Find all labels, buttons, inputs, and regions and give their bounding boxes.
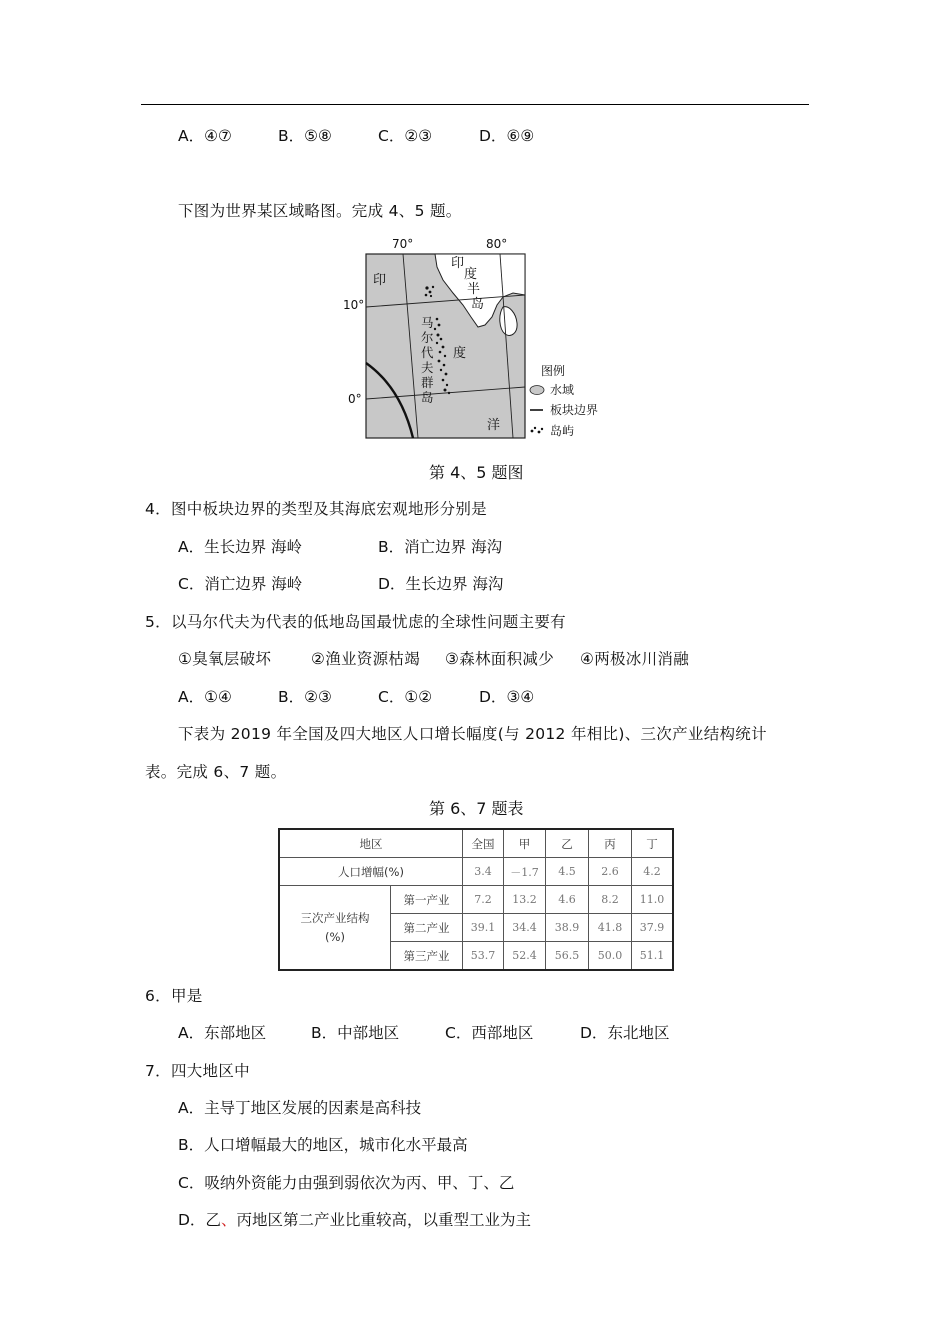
q5-option-c[interactable]: C．①② bbox=[378, 688, 433, 706]
q4-option-d[interactable]: D．生长边界 海沟 bbox=[378, 575, 504, 593]
row-label: 第一产业 bbox=[391, 886, 463, 914]
q3-option-c[interactable]: C．②③ bbox=[378, 127, 433, 145]
table-cell: 34.4 bbox=[504, 914, 546, 942]
table-header-row bbox=[279, 829, 673, 858]
lat-10-label: 10° bbox=[343, 298, 365, 312]
maldives-char-5: 群 bbox=[421, 375, 434, 390]
maldives-char-2: 尔 bbox=[421, 330, 434, 345]
table-cell: 11.0 bbox=[632, 886, 674, 914]
intro-6-7-line-2: 表。完成 6、7 题。 bbox=[145, 763, 287, 781]
map-caption: 第 4、5 题图 bbox=[429, 463, 524, 482]
table-cell: 4.6 bbox=[546, 886, 589, 914]
pop-cell: 3.4 bbox=[463, 858, 504, 886]
pop-growth-label: 人口增幅(%) bbox=[279, 858, 463, 886]
structure-label-line-1: 三次产业结构 bbox=[300, 910, 370, 925]
table-cell: 41.8 bbox=[589, 914, 632, 942]
q3-option-b[interactable]: B．⑤⑧ bbox=[278, 127, 332, 145]
peninsula-char-2: 度 bbox=[464, 267, 478, 282]
q7-stem: 7．四大地区中 bbox=[145, 1062, 250, 1080]
ocean-label-yang: 洋 bbox=[487, 418, 501, 433]
table-caption: 第 6、7 题表 bbox=[429, 799, 524, 818]
table-cell: 50.0 bbox=[589, 942, 632, 971]
q7-option-d[interactable] bbox=[178, 1208, 531, 1230]
table-cell: 52.4 bbox=[504, 942, 546, 971]
maldives-char-3: 代 bbox=[421, 345, 434, 360]
region-map bbox=[335, 235, 615, 445]
q7-option-c[interactable]: C．吸纳外资能力由强到弱依次为丙、甲、丁、乙 bbox=[178, 1174, 515, 1192]
table-cell: 51.1 bbox=[632, 942, 674, 971]
peninsula-char-1: 印 bbox=[451, 256, 465, 271]
structure-label bbox=[279, 886, 391, 971]
pop-cell: －1.7 bbox=[504, 858, 546, 886]
table-cell: 56.5 bbox=[546, 942, 589, 971]
q5-option-d[interactable]: D．③④ bbox=[479, 688, 535, 706]
header-jia: 甲 bbox=[504, 829, 546, 858]
q7-option-d-part-2: 丙地区第二产业比重较高，以重型工业为主 bbox=[236, 1211, 531, 1229]
stats-table bbox=[278, 828, 674, 971]
ocean-label-du: 度 bbox=[453, 346, 467, 361]
q5-option-b[interactable]: B．②③ bbox=[278, 688, 332, 706]
q4-option-a[interactable]: A．生长边界 海岭 bbox=[178, 538, 303, 556]
peninsula-char-3: 半 bbox=[467, 282, 481, 297]
q5-item-4: ④两极冰川消融 bbox=[580, 650, 689, 668]
legend-water-label: 水域 bbox=[550, 383, 575, 397]
table-cell: 38.9 bbox=[546, 914, 589, 942]
q5-option-a[interactable]: A．①④ bbox=[178, 688, 232, 706]
table-cell: 39.1 bbox=[463, 914, 504, 942]
table-cell: 8.2 bbox=[589, 886, 632, 914]
q7-option-b[interactable]: B．人口增幅最大的地区，城市化水平最高 bbox=[178, 1136, 468, 1154]
q7-option-a[interactable]: A．主导丁地区发展的因素是高科技 bbox=[178, 1099, 422, 1117]
legend-island-icon bbox=[531, 427, 544, 434]
pop-cell: 2.6 bbox=[589, 858, 632, 886]
table-row bbox=[279, 858, 673, 886]
header-rule bbox=[141, 104, 809, 105]
table-cell: 13.2 bbox=[504, 886, 546, 914]
q7-option-d-letter: D． bbox=[178, 1211, 206, 1229]
q5-stem: 5．以马尔代夫为代表的低地岛国最忧虑的全球性问题主要有 bbox=[145, 613, 566, 631]
table-row bbox=[279, 886, 673, 914]
header-region: 地区 bbox=[279, 829, 463, 858]
q7-option-d-part-1: 乙 bbox=[205, 1211, 221, 1229]
q4-option-c[interactable]: C．消亡边界 海岭 bbox=[178, 575, 303, 593]
table-cell: 7.2 bbox=[463, 886, 504, 914]
q6-option-c[interactable]: C．西部地区 bbox=[445, 1024, 534, 1042]
table-cell: 37.9 bbox=[632, 914, 674, 942]
header-ding: 丁 bbox=[632, 829, 674, 858]
q6-option-d[interactable]: D．东北地区 bbox=[580, 1024, 670, 1042]
header-national: 全国 bbox=[463, 829, 504, 858]
legend-plate-label: 板块边界 bbox=[550, 403, 599, 417]
q5-item-2: ②渔业资源枯竭 bbox=[311, 650, 420, 668]
row-label: 第二产业 bbox=[391, 914, 463, 942]
q3-option-a[interactable]: A．④⑦ bbox=[178, 127, 232, 145]
peninsula-char-4: 岛 bbox=[471, 297, 485, 312]
q4-option-b[interactable]: B．消亡边界 海沟 bbox=[378, 538, 503, 556]
ocean-label-yin: 印 bbox=[373, 273, 387, 288]
intro-4-5: 下图为世界某区域略图。完成 4、5 题。 bbox=[178, 202, 462, 220]
q5-item-3: ③森林面积减少 bbox=[445, 650, 554, 668]
lon-80-label: 80° bbox=[486, 237, 508, 251]
pop-cell: 4.2 bbox=[632, 858, 674, 886]
q6-stem: 6．甲是 bbox=[145, 987, 203, 1005]
pop-cell: 4.5 bbox=[546, 858, 589, 886]
row-label: 第三产业 bbox=[391, 942, 463, 971]
header-bing: 丙 bbox=[589, 829, 632, 858]
header-yi: 乙 bbox=[546, 829, 589, 858]
lat-0-label: 0° bbox=[348, 392, 362, 406]
table-cell: 53.7 bbox=[463, 942, 504, 971]
legend-title: 图例 bbox=[541, 364, 566, 378]
intro-6-7-line-1: 下表为 2019 年全国及四大地区人口增长幅度(与 2012 年相比)、三次产业结构统计 bbox=[178, 725, 767, 743]
q6-option-a[interactable]: A．东部地区 bbox=[178, 1024, 267, 1042]
lon-70-label: 70° bbox=[392, 237, 414, 251]
maldives-char-1: 马 bbox=[421, 315, 434, 330]
maldives-char-6: 岛 bbox=[421, 390, 434, 405]
maldives-char-4: 夫 bbox=[421, 360, 434, 375]
structure-label-line-2: (%) bbox=[325, 929, 345, 944]
legend-island-label: 岛屿 bbox=[550, 424, 575, 438]
q4-stem: 4．图中板块边界的类型及其海底宏观地形分别是 bbox=[145, 500, 487, 518]
q3-option-d[interactable]: D．⑥⑨ bbox=[479, 127, 535, 145]
q7-option-d-separator: 、 bbox=[220, 1211, 237, 1229]
q5-item-1: ①臭氧层破坏 bbox=[178, 650, 272, 668]
q6-option-b[interactable]: B．中部地区 bbox=[311, 1024, 400, 1042]
legend-water-icon bbox=[530, 386, 544, 395]
